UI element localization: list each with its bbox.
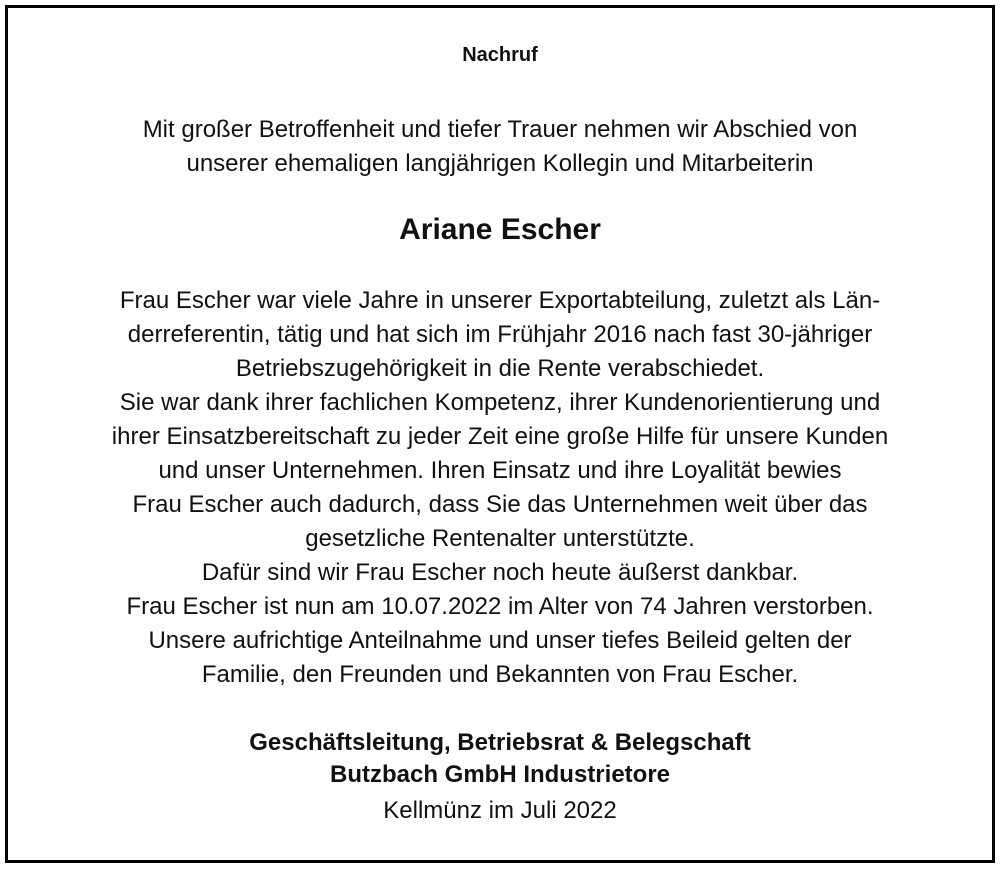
deceased-name: Ariane Escher	[399, 213, 601, 246]
body-line-5: ihrer Einsatzbereitschaft zu jeder Zeit eine große Hilfe für unsere Kunden	[111, 423, 889, 450]
place-date: Kellmünz im Juli 2022	[383, 797, 617, 824]
notice-heading: Nachruf	[462, 44, 538, 66]
body-line-6: und unser Unternehmen. Ihren Einsatz und ihre Loyalität bewies	[158, 457, 842, 484]
signature-line-1: Geschäftsleitung, Betriebsrat & Belegschaft	[249, 729, 751, 756]
body-line-1: Frau Escher war viele Jahre in unserer Exportabteilung, zuletzt als Län-	[119, 287, 881, 314]
signature-line-2: Butzbach GmbH Industrietore	[329, 761, 671, 788]
body-line-10: Frau Escher ist nun am 10.07.2022 im Alter von 74 Jahren verstorben.	[126, 593, 874, 620]
body-line-7: Frau Escher auch dadurch, dass Sie das Unternehmen weit über das	[132, 491, 868, 518]
obituary-frame	[5, 5, 995, 863]
body-line-8: gesetzliche Rentenalter unterstützte.	[305, 525, 695, 552]
body-line-4: Sie war dank ihrer fachlichen Kompetenz, ihrer Kundenorientierung und	[119, 389, 881, 416]
intro-line-1: Mit großer Betroffenheit und tiefer Trauer nehmen wir Abschied von	[142, 116, 858, 143]
body-line-12: Familie, den Freunden und Bekannten von Frau Escher.	[201, 661, 799, 688]
intro-line-2: unserer ehemaligen langjährigen Kollegin und Mitarbeiterin	[186, 150, 814, 177]
body-line-2: derreferentin, tätig und hat sich im Frühjahr 2016 nach fast 30-jähriger	[127, 321, 873, 348]
body-line-9: Dafür sind wir Frau Escher noch heute äußerst dankbar.	[201, 559, 799, 586]
body-line-3: Betriebszugehörigkeit in die Rente verabschiedet.	[235, 355, 765, 382]
body-line-11: Unsere aufrichtige Anteilnahme und unser tiefes Beileid gelten der	[148, 627, 852, 654]
